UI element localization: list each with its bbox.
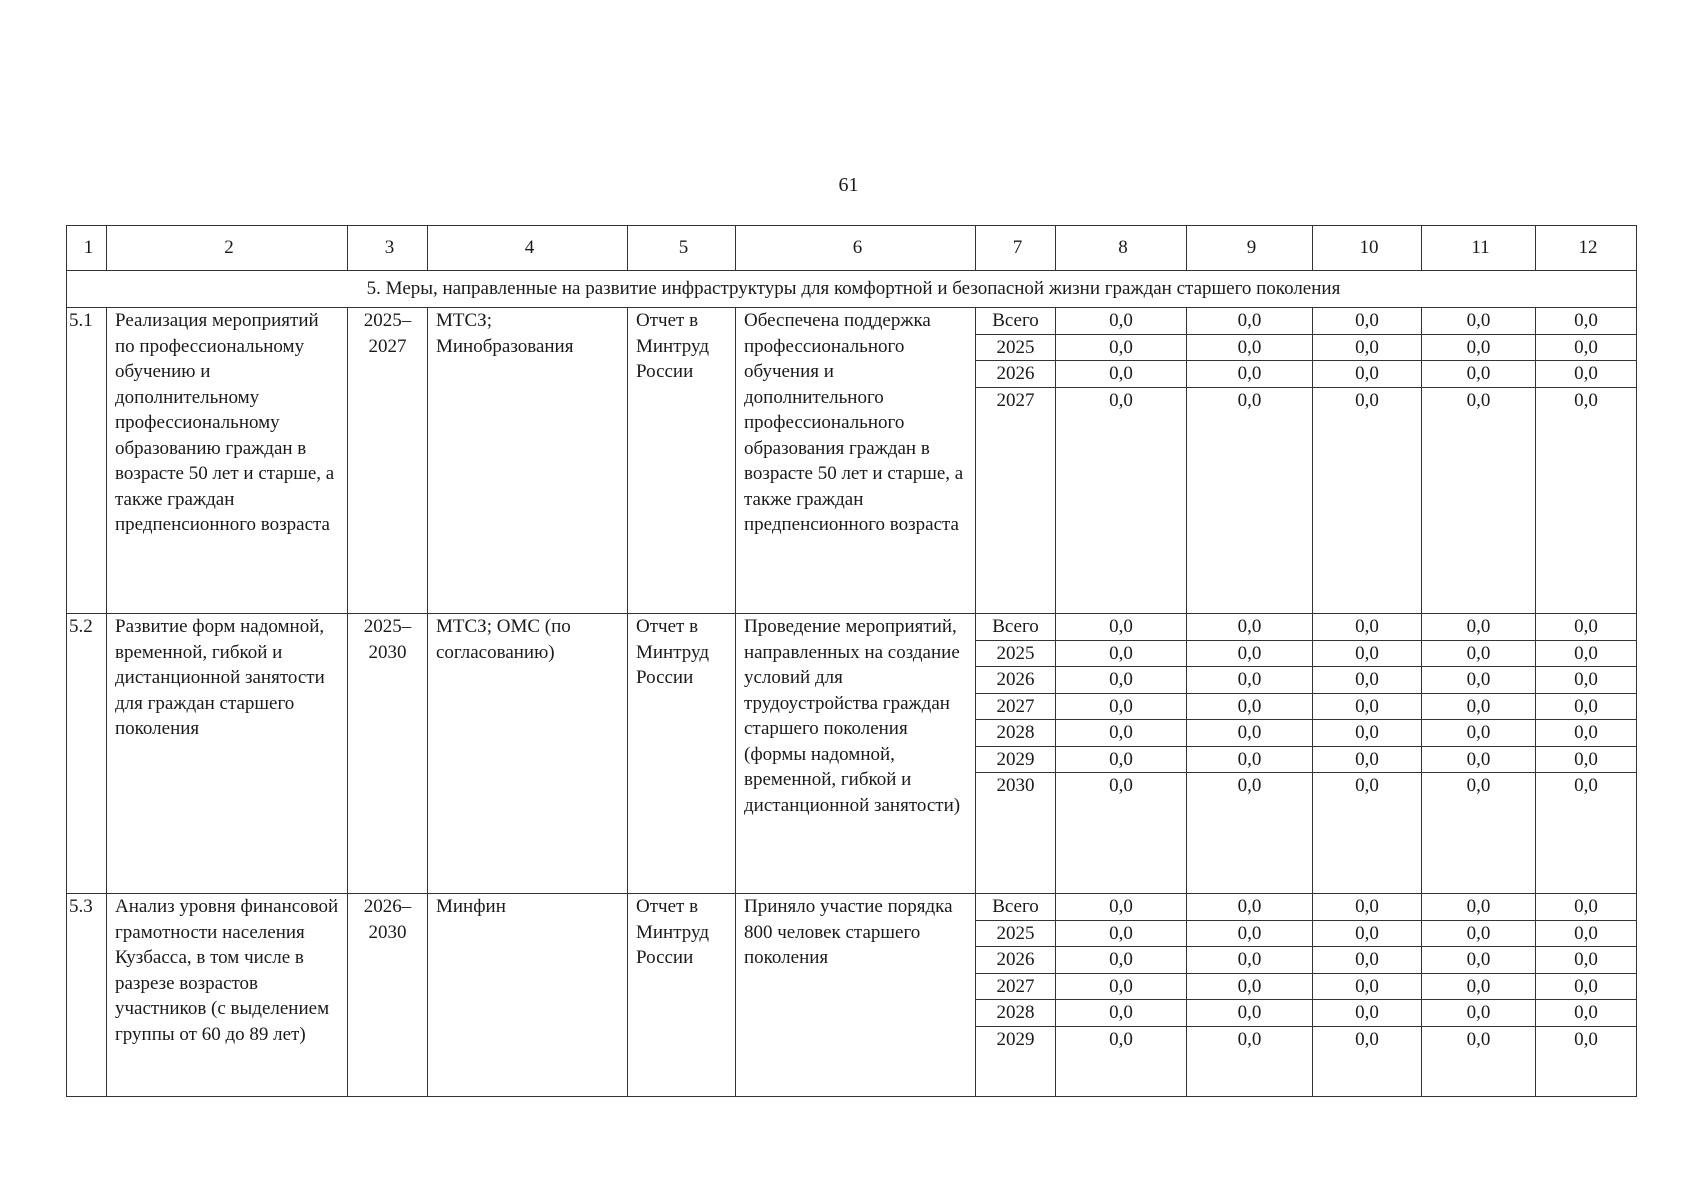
year-label: Всего <box>976 308 1055 334</box>
column-header: 5 <box>628 226 736 271</box>
value-column <box>1187 614 1313 894</box>
measure-period: 2025–2027 <box>348 308 428 614</box>
funding-value: 0,0 <box>1536 640 1636 667</box>
measure-name: Анализ уровня финансовой грамотности населения Кузбасса, в том числе в разрезе возрастов участников (с выделением группы от 60 до 89 лет) <box>107 894 348 1097</box>
measure-report: Отчет в Минтруд России <box>628 894 736 1097</box>
funding-value: 0,0 <box>1313 614 1421 640</box>
measure-report: Отчет в Минтруд России <box>628 308 736 614</box>
funding-value: 0,0 <box>1536 973 1636 1000</box>
funding-value: 0,0 <box>1313 746 1421 773</box>
funding-value: 0,0 <box>1536 667 1636 694</box>
page-number: 61 <box>838 174 859 196</box>
funding-value: 0,0 <box>1422 973 1535 1000</box>
measure-executors: МТСЗ; ОМС (по согласованию) <box>428 614 628 894</box>
funding-value: 0,0 <box>1422 746 1535 773</box>
funding-value: 0,0 <box>1313 361 1421 388</box>
measure-result: Приняло участие порядка 800 человек старшего поколения <box>736 894 976 1097</box>
measure-number: 5.1 <box>67 308 107 614</box>
funding-value: 0,0 <box>1536 1000 1636 1027</box>
value-column <box>1536 308 1637 614</box>
year-label: 2028 <box>976 720 1055 747</box>
funding-value: 0,0 <box>1187 640 1312 667</box>
measure-row <box>67 614 1637 894</box>
funding-value: 0,0 <box>1056 920 1186 947</box>
measure-executors: Минфин <box>428 894 628 1097</box>
year-label: 2025 <box>976 920 1055 947</box>
column-header: 1 <box>67 226 107 271</box>
funding-value: 0,0 <box>1056 720 1186 747</box>
measure-number: 5.3 <box>67 894 107 1097</box>
funding-value: 0,0 <box>1536 894 1636 920</box>
year-label: 2026 <box>976 947 1055 974</box>
funding-value: 0,0 <box>1313 1000 1421 1027</box>
value-column <box>1313 614 1422 894</box>
funding-value: 0,0 <box>1422 894 1535 920</box>
value-column <box>1187 308 1313 614</box>
year-column <box>976 894 1056 1097</box>
funding-value: 0,0 <box>1056 973 1186 1000</box>
year-column <box>976 308 1056 614</box>
funding-value: 0,0 <box>1187 667 1312 694</box>
year-label: Всего <box>976 894 1055 920</box>
column-header: 6 <box>736 226 976 271</box>
funding-value: 0,0 <box>1536 334 1636 361</box>
funding-value: 0,0 <box>1056 334 1186 361</box>
funding-value: 0,0 <box>1056 667 1186 694</box>
funding-value: 0,0 <box>1355 389 1379 411</box>
funding-value: 0,0 <box>1574 775 1598 796</box>
funding-value: 0,0 <box>1313 894 1421 920</box>
year-label: 2027 <box>996 389 1035 411</box>
funding-value: 0,0 <box>1056 947 1186 974</box>
funding-value: 0,0 <box>1536 693 1636 720</box>
measure-result: Проведение мероприятий, направленных на создание условий для трудоустройства граждан старшего поколения (формы надомной, временной, гибкой и дистанционной занятости) <box>736 614 976 894</box>
funding-value: 0,0 <box>1056 693 1186 720</box>
funding-value: 0,0 <box>1313 947 1421 974</box>
funding-value: 0,0 <box>1056 361 1186 388</box>
measure-period: 2026–2030 <box>348 894 428 1097</box>
funding-value: 0,0 <box>1466 775 1491 796</box>
value-column <box>1056 894 1187 1097</box>
funding-value: 0,0 <box>1536 746 1636 773</box>
measure-row <box>67 894 1637 1097</box>
value-column <box>1536 614 1637 894</box>
value-column <box>1422 308 1536 614</box>
funding-value: 0,0 <box>1313 640 1421 667</box>
year-label: 2030 <box>996 775 1035 796</box>
funding-value: 0,0 <box>1187 720 1312 747</box>
year-label: 2029 <box>996 1028 1035 1050</box>
year-label: 2026 <box>976 361 1055 388</box>
funding-value: 0,0 <box>1422 640 1535 667</box>
year-label: 2029 <box>976 746 1055 773</box>
measure-executors: МТСЗ; Минобразования <box>428 308 628 614</box>
value-column <box>1422 894 1536 1097</box>
funding-value: 0,0 <box>1422 693 1535 720</box>
funding-value: 0,0 <box>1422 1000 1535 1027</box>
year-label: Всего <box>976 614 1055 640</box>
funding-value: 0,0 <box>1574 1028 1598 1050</box>
measure-name: Развитие форм надомной, временной, гибкой и дистанционной занятости для граждан старшего поколения <box>107 614 348 894</box>
year-column <box>976 614 1056 894</box>
section-row <box>67 271 1637 308</box>
funding-value: 0,0 <box>1313 334 1421 361</box>
funding-value: 0,0 <box>1056 308 1186 334</box>
measure-period: 2025–2030 <box>348 614 428 894</box>
funding-value: 0,0 <box>1422 308 1535 334</box>
funding-value: 0,0 <box>1313 720 1421 747</box>
funding-value: 0,0 <box>1187 973 1312 1000</box>
value-column <box>1187 894 1313 1097</box>
funding-value: 0,0 <box>1237 389 1262 411</box>
program-table <box>66 225 1637 1097</box>
funding-value: 0,0 <box>1422 920 1535 947</box>
funding-value: 0,0 <box>1422 614 1535 640</box>
funding-value: 0,0 <box>1056 640 1186 667</box>
funding-value: 0,0 <box>1422 667 1535 694</box>
measure-result: Обеспечена поддержка профессионального обучения и дополнительного профессионального образования граждан в возрасте 50 лет и старше, а также граждан предпенсионного возраста <box>736 308 976 614</box>
value-column <box>1056 308 1187 614</box>
funding-value: 0,0 <box>1313 693 1421 720</box>
funding-value: 0,0 <box>1355 1028 1379 1050</box>
value-column <box>1536 894 1637 1097</box>
funding-value: 0,0 <box>1187 1000 1312 1027</box>
funding-value: 0,0 <box>1466 389 1491 411</box>
column-header-row <box>67 226 1637 271</box>
funding-value: 0,0 <box>1187 920 1312 947</box>
funding-value: 0,0 <box>1355 775 1379 796</box>
column-header: 7 <box>976 226 1056 271</box>
funding-value: 0,0 <box>1187 614 1312 640</box>
column-header: 2 <box>107 226 348 271</box>
funding-value: 0,0 <box>1109 775 1133 796</box>
column-header: 4 <box>428 226 628 271</box>
funding-value: 0,0 <box>1313 308 1421 334</box>
funding-value: 0,0 <box>1313 920 1421 947</box>
funding-value: 0,0 <box>1536 361 1636 388</box>
funding-value: 0,0 <box>1056 1000 1186 1027</box>
funding-value: 0,0 <box>1187 746 1312 773</box>
funding-value: 0,0 <box>1422 334 1535 361</box>
year-label: 2027 <box>976 693 1055 720</box>
column-header: 12 <box>1536 226 1637 271</box>
year-label: 2025 <box>976 334 1055 361</box>
funding-value: 0,0 <box>1422 720 1535 747</box>
measure-row <box>67 308 1637 614</box>
funding-value: 0,0 <box>1536 947 1636 974</box>
funding-value: 0,0 <box>1187 947 1312 974</box>
column-header: 3 <box>348 226 428 271</box>
funding-value: 0,0 <box>1187 894 1312 920</box>
funding-value: 0,0 <box>1536 920 1636 947</box>
measure-name: Реализация мероприятий по профессиональному обучению и дополнительному профессиональному образованию граждан в возрасте 50 лет и старше, а также граждан предпенсионного возраста <box>107 308 348 614</box>
funding-value: 0,0 <box>1237 775 1262 796</box>
funding-value: 0,0 <box>1237 1028 1262 1050</box>
value-column <box>1313 894 1422 1097</box>
year-label: 2026 <box>976 667 1055 694</box>
funding-value: 0,0 <box>1422 361 1535 388</box>
funding-value: 0,0 <box>1187 361 1312 388</box>
measure-report: Отчет в Минтруд России <box>628 614 736 894</box>
value-column <box>1056 614 1187 894</box>
column-header: 10 <box>1313 226 1422 271</box>
funding-value: 0,0 <box>1109 389 1133 411</box>
funding-value: 0,0 <box>1187 334 1312 361</box>
year-label: 2028 <box>976 1000 1055 1027</box>
year-label: 2025 <box>976 640 1055 667</box>
value-column <box>1422 614 1536 894</box>
value-column <box>1313 308 1422 614</box>
funding-value: 0,0 <box>1536 720 1636 747</box>
funding-value: 0,0 <box>1313 973 1421 1000</box>
funding-value: 0,0 <box>1313 667 1421 694</box>
funding-value: 0,0 <box>1187 693 1312 720</box>
funding-value: 0,0 <box>1109 1028 1133 1050</box>
funding-value: 0,0 <box>1422 947 1535 974</box>
funding-value: 0,0 <box>1536 614 1636 640</box>
column-header: 9 <box>1187 226 1313 271</box>
section-title: 5. Меры, направленные на развитие инфраструктуры для комфортной и безопасной жизни граждан старшего поколения <box>67 271 1637 308</box>
funding-value: 0,0 <box>1056 614 1186 640</box>
funding-value: 0,0 <box>1187 308 1312 334</box>
column-header: 8 <box>1056 226 1187 271</box>
year-label: 2027 <box>976 973 1055 1000</box>
funding-value: 0,0 <box>1574 389 1598 411</box>
funding-value: 0,0 <box>1466 1028 1491 1050</box>
funding-value: 0,0 <box>1056 894 1186 920</box>
funding-value: 0,0 <box>1056 746 1186 773</box>
column-header: 11 <box>1422 226 1536 271</box>
funding-value: 0,0 <box>1536 308 1636 334</box>
measure-number: 5.2 <box>67 614 107 894</box>
